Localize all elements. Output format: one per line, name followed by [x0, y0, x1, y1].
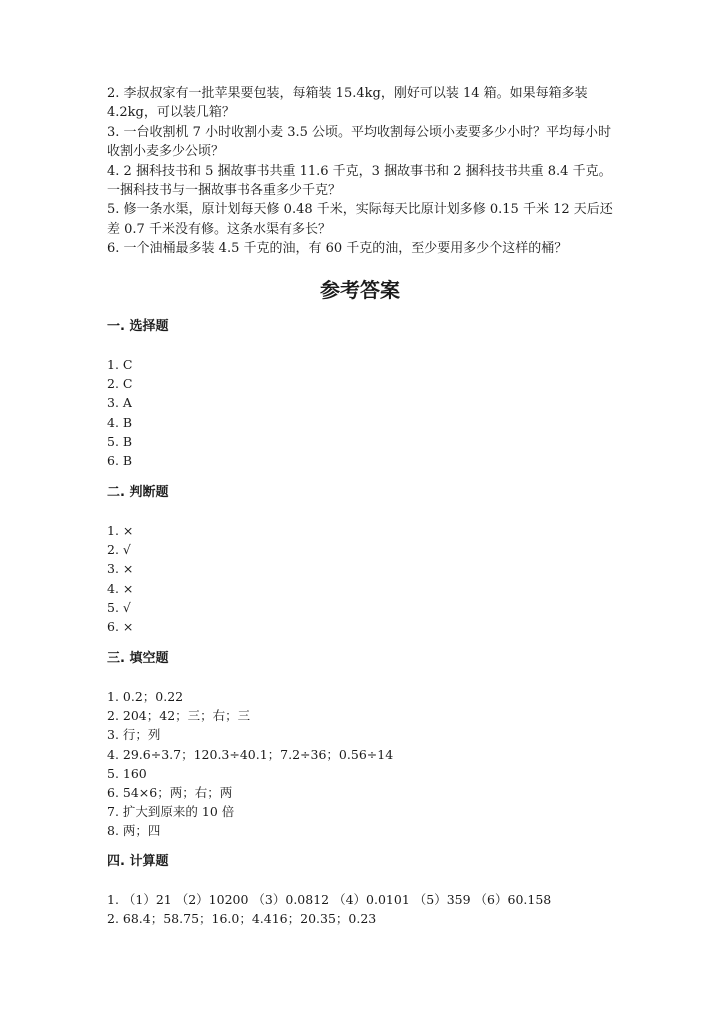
answer-list — [107, 890, 617, 928]
problem-3: 3. 一台收割机 7 小时收割小麦 3.5 公顷。平均收割每公顷小麦要多少小时？平均每小时收割小麦多少公顷？ — [107, 124, 612, 160]
answers-title: 参考答案 — [320, 278, 400, 302]
section-true-false — [107, 484, 617, 636]
answer-item: 3. A — [107, 395, 132, 411]
answer-item: 1. （1）21 （2）10200 （3）0.0812 （4）0.0101 （5）359 （6）60.158 — [107, 892, 552, 907]
answer-list — [107, 355, 617, 470]
answer-item: 4. B — [107, 414, 133, 430]
answer-item: 5. B — [107, 433, 133, 449]
answer-item: 3. × — [107, 561, 134, 577]
answer-item: 2. √ — [107, 542, 131, 558]
answer-item: 7. 扩大到原来的 10 倍 — [107, 804, 235, 820]
word-problems — [107, 84, 617, 259]
answer-item: 8. 两；四 — [107, 823, 161, 839]
problem-4: 4. 2 捆科技书和 5 捆故事书共重 11.6 千克，3 捆故事书和 2 捆科技书共重 8.4 千克。一捆科技书与一捆故事书各重多少千克？ — [107, 163, 612, 199]
answer-item: 1. 0.2；0.22 — [107, 689, 184, 704]
answer-item: 6. 54×6；两；右；两 — [107, 785, 233, 801]
answer-item: 6. B — [107, 453, 133, 469]
answer-item: 2. 204；42；三；右；三 — [107, 708, 251, 724]
answer-item: 6. × — [107, 619, 134, 635]
answer-item: 4. × — [107, 580, 134, 596]
problem-6: 6. 一个油桶最多装 4.5 千克的油，有 60 千克的油，至少要用多少个这样的桶？ — [107, 241, 568, 257]
answer-list — [107, 521, 617, 636]
answer-list — [107, 687, 617, 841]
answer-item: 5. √ — [107, 599, 131, 615]
answer-item: 2. C — [107, 376, 133, 392]
section-calculation — [107, 853, 617, 928]
section-heading: 二. 判断题 — [107, 485, 169, 500]
answer-item: 5. 160 — [107, 765, 147, 781]
problem-5: 5. 修一条水渠，原计划每天修 0.48 千米，实际每天比原计划多修 0.15 千米 12 天后还差 0.7 千米没有修。这条水渠有多长？ — [107, 202, 613, 237]
answer-item: 1. C — [107, 357, 133, 372]
section-heading: 一. 选择题 — [107, 319, 169, 334]
answer-item: 1. × — [107, 523, 134, 538]
answer-item: 2. 68.4；58.75；16.0；4.416；20.35；0.23 — [107, 911, 377, 927]
section-multiple-choice — [107, 318, 617, 470]
answer-item: 4. 29.6÷3.7；120.3÷40.1；7.2÷36；0.56÷14 — [107, 746, 394, 762]
answer-item: 3. 行；列 — [107, 727, 161, 743]
problem-2: 2. 李叔叔家有一批苹果要包装，每箱装 15.4kg，刚好可以装 14 箱。如果每箱多装 4.2kg，可以装几箱？ — [107, 86, 588, 121]
section-heading: 三. 填空题 — [107, 651, 169, 666]
section-heading: 四. 计算题 — [107, 854, 169, 869]
section-fill-in-blank — [107, 650, 617, 841]
